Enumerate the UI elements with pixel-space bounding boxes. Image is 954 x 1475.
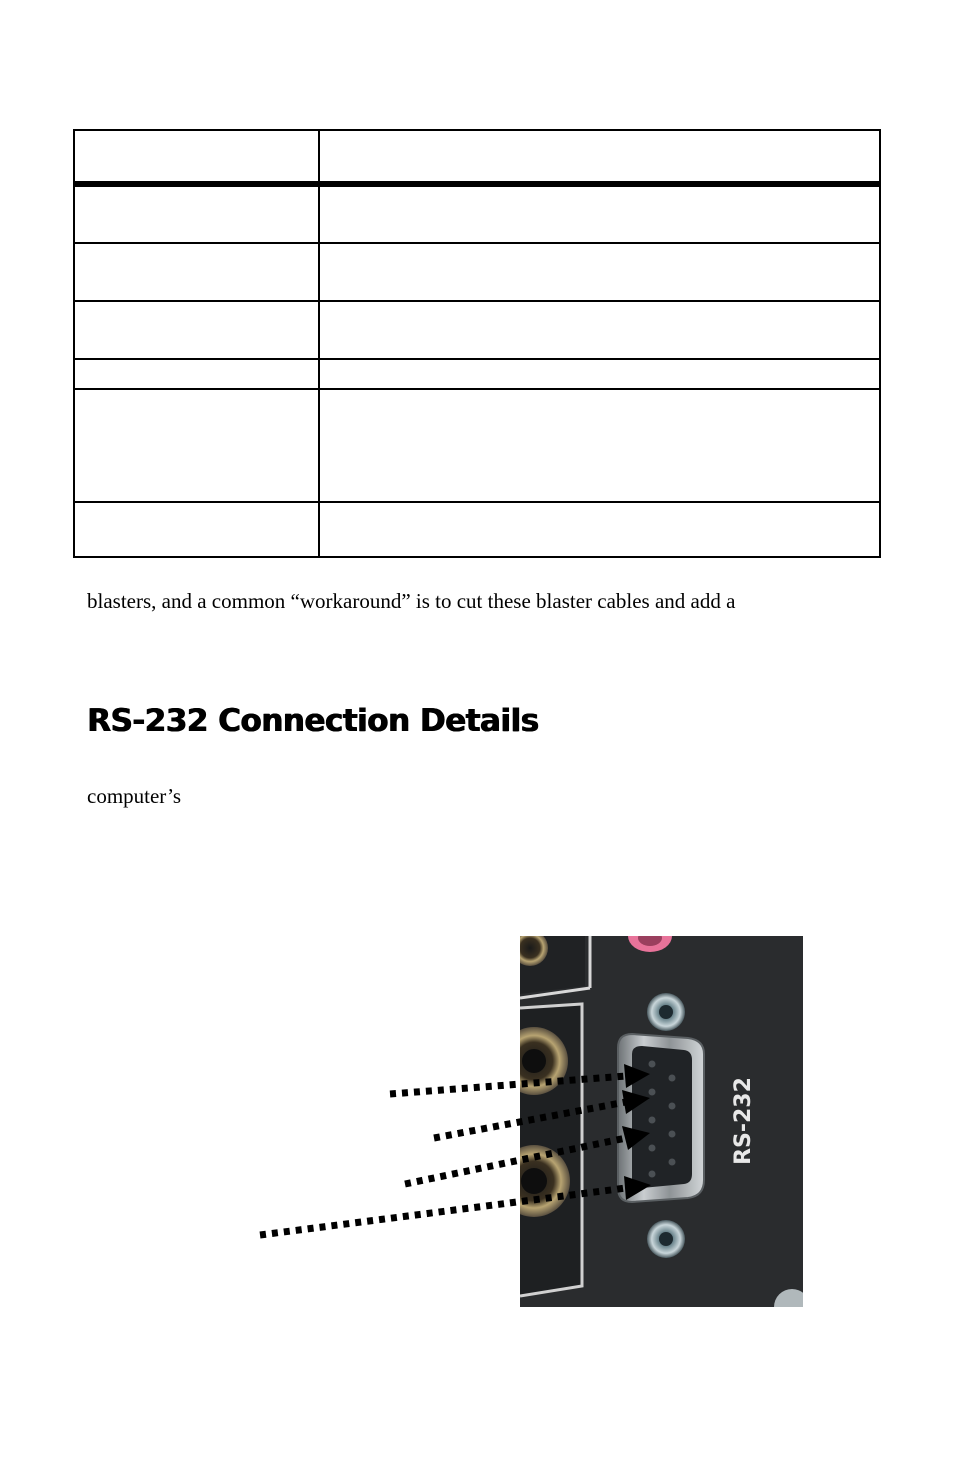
table-cell bbox=[75, 244, 318, 300]
table-cell bbox=[320, 390, 879, 501]
table-cell bbox=[320, 131, 879, 181]
table-cell bbox=[75, 187, 318, 242]
section-heading: RS-232 Connection Details bbox=[87, 703, 539, 739]
specification-table bbox=[73, 129, 881, 558]
table-cell bbox=[320, 302, 879, 358]
table-cell bbox=[75, 503, 318, 556]
table-row bbox=[75, 503, 879, 556]
table-cell bbox=[320, 503, 879, 556]
table-row bbox=[75, 187, 879, 244]
table-row bbox=[75, 302, 879, 360]
rs232-port-photo bbox=[520, 936, 803, 1307]
table-cell bbox=[75, 131, 318, 181]
table-cell bbox=[75, 360, 318, 388]
table-cell bbox=[320, 187, 879, 242]
table-cell bbox=[320, 244, 879, 300]
table-cell bbox=[75, 302, 318, 358]
table-header-row bbox=[75, 131, 879, 187]
table-cell bbox=[320, 360, 879, 388]
body-paragraph: computer’s bbox=[87, 784, 182, 808]
table-cell bbox=[75, 390, 318, 501]
table-row bbox=[75, 390, 879, 503]
table-row bbox=[75, 244, 879, 302]
table-row bbox=[75, 360, 879, 390]
body-paragraph: blasters, and a common “workaround” is to cut these blaster cables and add a bbox=[87, 589, 736, 613]
rs232-panel-label: RS-232 bbox=[731, 1077, 756, 1165]
